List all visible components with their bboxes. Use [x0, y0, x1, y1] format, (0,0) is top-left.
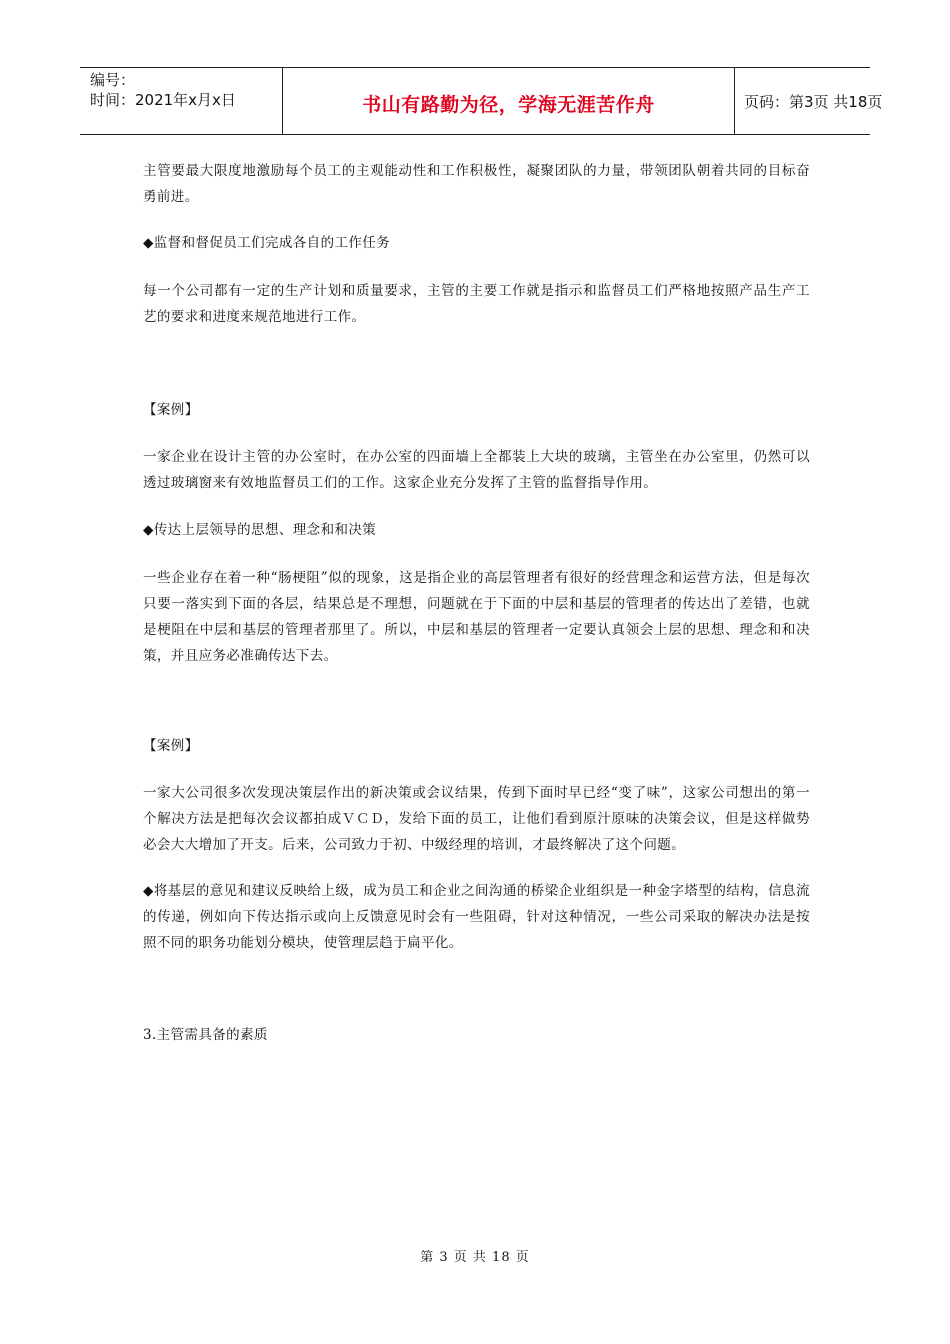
paragraph-convey: 一些企业存在着一种“肠梗阻”似的现象，这是指企业的高层管理者有很好的经营理念和运营方法，但是每次只要一落实到下面的各层，结果总是不理想，问题就在于下面的中层和基层的管理者的传达出了差错，也就是梗阻在中层和基层的管理者那里了。所以，中层和基层的管理者一定要认真领会上层的思想、理念和和决策，并且应务必准确传达下去。	[143, 570, 810, 664]
paragraph-motivation: 主管要最大限度地激励每个员工的主观能动性和工作积极性，凝聚团队的力量，带领团队朝着共同的目标奋勇前进。	[143, 163, 810, 205]
paragraph-supervise: 每一个公司都有一定的生产计划和质量要求，主管的主要工作就是指示和监督员工们严格地按照产品生产工艺的要求和进度来规范地进行工作。	[143, 283, 810, 325]
heading-convey: ◆传达上层领导的思想、理念和和决策	[143, 522, 377, 538]
case-label-1: 【案例】	[143, 402, 199, 418]
header-slogan: 书山有路勤为径，学海无涯苦作舟	[362, 93, 655, 116]
document-time-label: 时间：2021年x月x日	[90, 91, 236, 109]
document-number-label: 编号：	[90, 71, 136, 89]
section-heading-3: 3.主管需具备的素质	[143, 1027, 268, 1043]
header-slogan-cell	[282, 68, 735, 134]
header-page-indicator: 页码：第3页 共18页	[744, 92, 883, 111]
paragraph-feedback: ◆将基层的意见和建议反映给上级，成为员工和企业之间沟通的桥梁企业组织是一种金字塔型的结构，信息流的传递，例如向下传达指示或向上反馈意见时会有一些阻碍，针对这种情况，一些公司采取的解决办法是按照不同的职务功能划分模块，使管理层趋于扁平化。	[143, 883, 810, 951]
page-footer: 第 3 页 共 18 页	[420, 1250, 530, 1265]
paragraph-case-1: 一家企业在设计主管的办公室时，在办公室的四面墙上全都装上大块的玻璃，主管坐在办公室里，仍然可以透过玻璃窗来有效地监督员工们的工作。这家企业充分发挥了主管的监督指导作用。	[143, 449, 810, 491]
heading-supervise: ◆监督和督促员工们完成各自的工作任务	[143, 235, 391, 251]
header-meta	[80, 68, 282, 134]
paragraph-case-2: 一家大公司很多次发现决策层作出的新决策或会议结果，传到下面时早已经“变了味”，这家公司想出的第一个解决方法是把每次会议都拍成ＶＣＤ，发给下面的员工，让他们看到原汁原味的决策会议，但是这样做势必会大大增加了开支。后来，公司致力于初、中级经理的培训，才最终解决了这个问题。	[143, 785, 810, 853]
case-label-2: 【案例】	[143, 738, 199, 754]
page-header	[80, 67, 883, 135]
